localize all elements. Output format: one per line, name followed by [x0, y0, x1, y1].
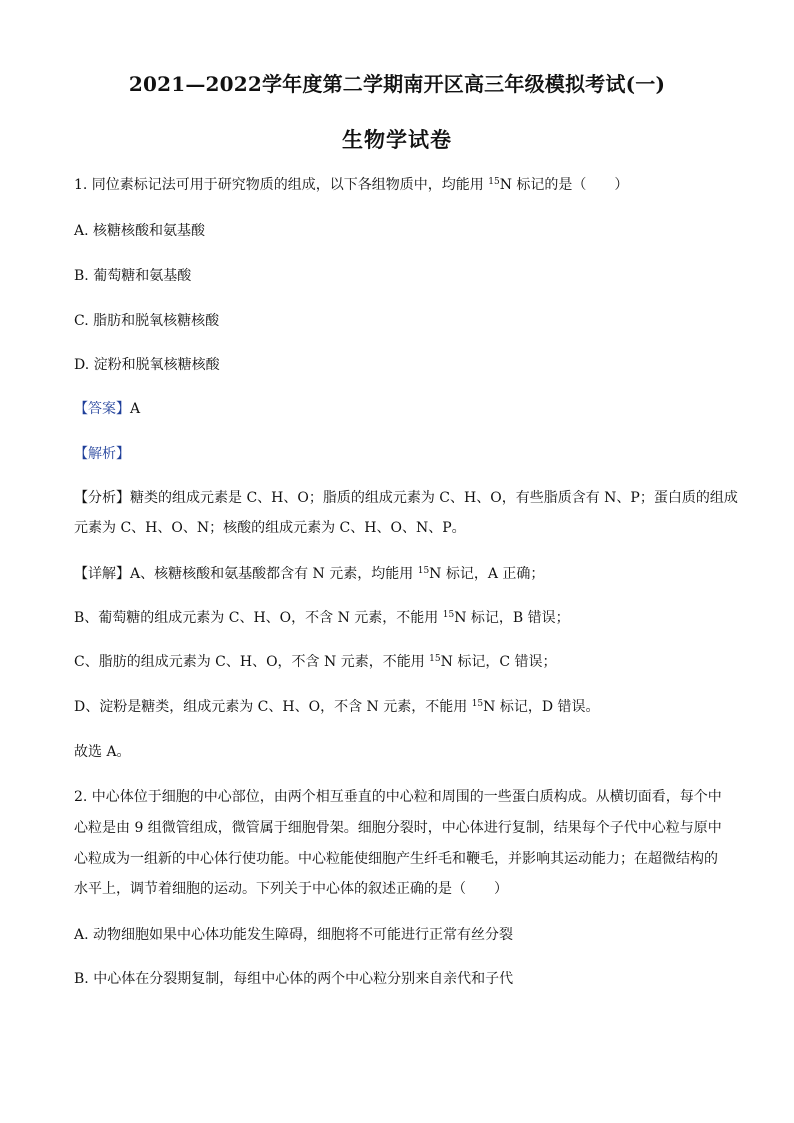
xiangjie-tag: 【详解】	[74, 566, 130, 582]
fenxi-tag: 【分析】	[74, 490, 130, 506]
isotope-superscript: 15	[488, 177, 500, 187]
q1-jiexi-tag: 【解析】	[74, 446, 130, 462]
q1-xiangjie-b: B、葡萄糖的组成元素为 C、H、O，不含 N 元素，不能用 $^{15}$N 标记，B 错误；	[74, 610, 570, 626]
q2-option-b: B. 中心体在分裂期复制，每组中心体的两个中心粒分别来自亲代和子代	[74, 971, 514, 987]
q1-fenxi-line-1: 【分析】糖类的组成元素是 C、H、O；脂质的组成元素为 C、H、O，有些脂质含有 N、P；蛋白质的组成	[74, 490, 738, 506]
question-2-stem-line-1: 2. 中心体位于细胞的中心部位，由两个相互垂直的中心粒和周围的一些蛋白质构成。从横切面看，每个中	[74, 789, 722, 805]
q1-fenxi-line-2: 元素为 C、H、O、N；核酸的组成元素为 C、H、O、N、P。	[74, 520, 466, 536]
q1-answer: 【答案】A	[74, 401, 141, 417]
q1-conclusion: 故选 A。	[74, 744, 131, 760]
exam-subtitle: 生物学试卷	[342, 127, 452, 152]
q1-option-c: C. 脂肪和脱氧核糖核酸	[74, 313, 220, 329]
question-1-stem: 1. 同位素标记法可用于研究物质的组成，以下各组物质中，均能用 $^{15}$N 标记的是（ ）	[74, 177, 629, 193]
question-2-stem-line-3: 心粒成为一组新的中心体行使功能。中心粒能使细胞产生纤毛和鞭毛，并影响其运动能力；在超微结构的	[74, 851, 718, 867]
q1-option-b: B. 葡萄糖和氨基酸	[74, 268, 192, 284]
q1-xiangjie-a: 【详解】A、核糖核酸和氨基酸都含有 N 元素，均能用 $^{15}$N 标记，A 正确；	[74, 566, 545, 582]
q1-xiangjie-c: C、脂肪的组成元素为 C、H、O，不含 N 元素，不能用 $^{15}$N 标记，C 错误；	[74, 654, 557, 670]
answer-tag: 【答案】	[74, 401, 130, 417]
question-2-stem-line-4: 水平上，调节着细胞的运动。下列关于中心体的叙述正确的是（ ）	[74, 881, 508, 897]
q2-option-a: A. 动物细胞如果中心体功能发生障碍，细胞将不可能进行正常有丝分裂	[74, 927, 514, 943]
q1-option-a: A. 核糖核酸和氨基酸	[74, 223, 206, 239]
q1-xiangjie-d: D、淀粉是糖类，组成元素为 C、H、O，不含 N 元素，不能用 $^{15}$N 标记，D 错误。	[74, 699, 600, 715]
exam-title: 2021—2022学年度第二学期南开区高三年级模拟考试(一)	[128, 72, 666, 96]
question-2-stem-line-2: 心粒是由 9 组微管组成，微管属于细胞骨架。细胞分裂时，中心体进行复制，结果每个子代中心粒与原中	[74, 820, 722, 836]
q1-option-d: D. 淀粉和脱氧核糖核酸	[74, 357, 220, 373]
